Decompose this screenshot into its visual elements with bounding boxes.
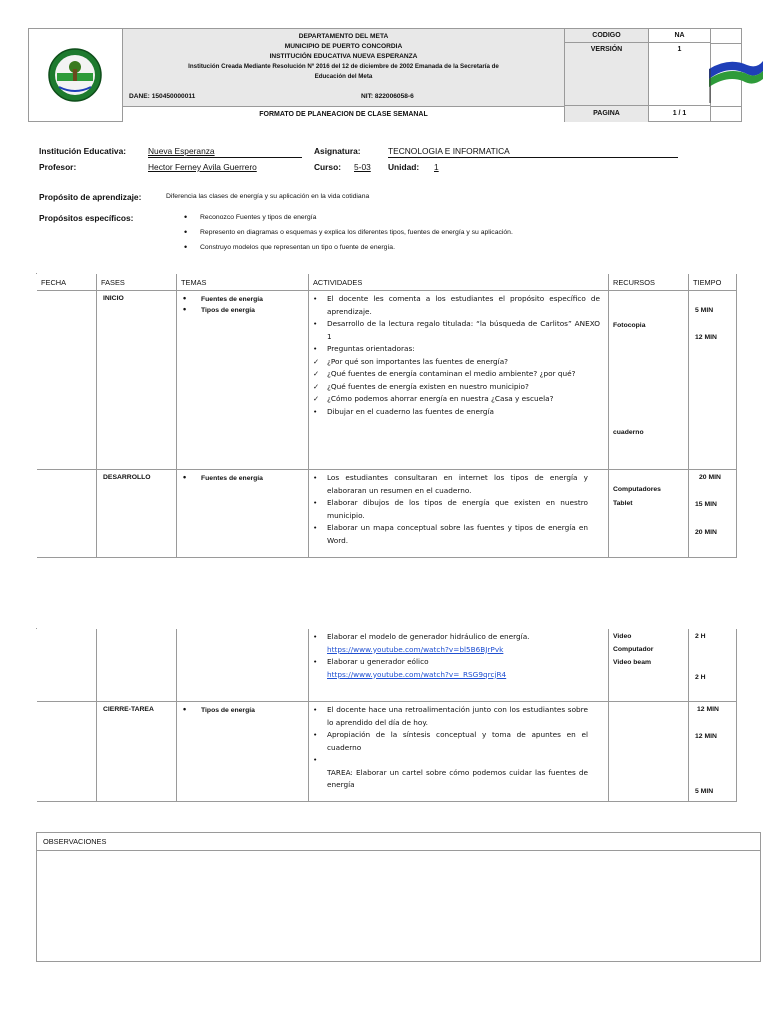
actividad-item: • El docente les comenta a los estudiantes el propósito específico de aprendizaje. bbox=[313, 294, 600, 316]
inicio-fase-cell bbox=[97, 291, 177, 470]
fase-inicio: INICIO bbox=[103, 295, 124, 302]
video-link-1[interactable]: https://www.youtube.com/watch?v=bl5B6BJrPvk bbox=[327, 644, 504, 654]
recurso-item: Computadores bbox=[613, 486, 661, 493]
profesor-value: Hector Ferney Avila Guerrero bbox=[148, 162, 257, 172]
tema-item: • Tipos de energía bbox=[177, 305, 308, 316]
recurso-item: Video bbox=[613, 633, 632, 640]
desarrollo-tiempo-cell bbox=[689, 470, 737, 558]
observaciones-label: OBSERVACIONES bbox=[37, 833, 760, 851]
th-actividades: ACTIVIDADES bbox=[309, 274, 609, 291]
cont-tiempo-cell bbox=[689, 629, 737, 702]
recurso-item: Video beam bbox=[613, 659, 652, 666]
proposito-value: Diferencia las clases de energía y su aplicación en la vida cotidiana bbox=[166, 193, 370, 200]
desarrollo-actividades-cell bbox=[309, 470, 609, 558]
tiempo-item: 20 MIN bbox=[695, 529, 717, 536]
actividad-item: • Desarrollo de la lectura regalo titulada: “la búsqueda de Carlitos” ANEXO 1 bbox=[313, 319, 600, 341]
format-title-cell bbox=[123, 106, 565, 122]
tiempo-item: 12 MIN bbox=[695, 733, 717, 740]
video-link-2[interactable]: https://www.youtube.com/watch?v=_RSG9qrcjR4 bbox=[327, 669, 507, 679]
curso-label: Curso: bbox=[314, 162, 341, 172]
especifico-2: • Represento en diagramas o esquemas y explica los diferentes tipos, fuentes de energía y su aplicación. bbox=[200, 229, 513, 236]
codigo-label: CODIGO bbox=[565, 29, 649, 43]
desarrollo-fecha-cell bbox=[37, 470, 97, 558]
especificos-label: Propósitos específicos: bbox=[39, 213, 134, 223]
cont-fecha-cell bbox=[37, 629, 97, 702]
cont-fase-cell bbox=[97, 629, 177, 702]
especifico-1: • Reconozco Fuentes y tipos de energía bbox=[200, 214, 316, 221]
inicio-fecha-cell bbox=[37, 291, 97, 470]
tiempo-item: 12 MIN bbox=[695, 334, 717, 341]
cierre-actividades-cell bbox=[309, 702, 609, 802]
tiempo-item: 12 MIN bbox=[697, 706, 719, 713]
actividad-item: • Elaborar el modelo de generador hidráulico de energía. bbox=[313, 632, 530, 641]
cierre-fecha-cell bbox=[37, 702, 97, 802]
inicio-temas-cell bbox=[177, 291, 309, 470]
actividad-item: ✓ ¿Qué fuentes de energía contaminan el medio ambiente? ¿por qué? bbox=[313, 369, 576, 378]
inicio-recursos-cell bbox=[609, 291, 689, 470]
version-label: VERSIÓN bbox=[565, 43, 649, 106]
curso-value: 5-03 bbox=[354, 162, 371, 172]
unidad-label: Unidad: bbox=[388, 162, 420, 172]
pagina-label: PAGINA bbox=[565, 106, 649, 122]
tema-item: • Tipos de energía bbox=[177, 705, 308, 716]
actividad-item: • Preguntas orientadoras: bbox=[313, 344, 415, 353]
recurso-item: Tablet bbox=[613, 500, 633, 507]
actividad-item: • El docente hace una retroalimentación junto con los estudiantes sobre lo aprendido del día de hoy. bbox=[313, 705, 588, 727]
tiempo-item: 2 H bbox=[695, 674, 706, 681]
actividad-item: • Elaborar dibujos de los tipos de energía que existen en nuestro municipio. bbox=[313, 498, 588, 520]
fase-desarrollo: DESARROLLO bbox=[103, 474, 151, 481]
planning-table bbox=[36, 273, 722, 545]
header-line-4: Institución Creada Mediante Resolución Nº 2016 del 12 de diciembre de 2002 Emanada de la Secretaría de bbox=[188, 63, 499, 70]
especifico-3: • Construyo modelos que representan un tipo o fuente de energía. bbox=[200, 244, 395, 251]
actividad-item: • Elaborar u generador eólico bbox=[313, 657, 429, 666]
cierre-temas-cell bbox=[177, 702, 309, 802]
tiempo-item: 5 MIN bbox=[695, 788, 714, 795]
cont-actividades-cell bbox=[309, 629, 609, 702]
th-fases: FASES bbox=[97, 274, 177, 291]
inicio-actividades-cell bbox=[309, 291, 609, 470]
th-tiempo: TIEMPO bbox=[689, 274, 737, 291]
format-title: FORMATO DE PLANEACION DE CLASE SEMANAL bbox=[259, 111, 428, 118]
school-crest-icon bbox=[29, 29, 123, 122]
tema-item: • Fuentes de energía bbox=[177, 294, 308, 305]
tiempo-item: 5 MIN bbox=[695, 307, 714, 314]
cierre-tiempo-cell bbox=[689, 702, 737, 802]
institucion-value: Nueva Esperanza bbox=[148, 146, 215, 156]
header-nit: NIT: 822006058-6 bbox=[361, 93, 414, 100]
pagina-value: 1 / 1 bbox=[649, 106, 711, 122]
th-fecha: FECHA bbox=[37, 274, 97, 291]
actividad-item: • Los estudiantes consultaran en internet los tipos de energía y elaboraran un resumen en el cuaderno. bbox=[313, 473, 588, 495]
actividad-item: ✓ ¿Qué fuentes de energía existen en nuestro municipio? bbox=[313, 381, 529, 391]
actividad-item: ✓ ¿Por qué son importantes las fuentes de energía? bbox=[313, 356, 509, 366]
observaciones-box bbox=[36, 832, 761, 962]
asignatura-label: Asignatura: bbox=[314, 146, 361, 156]
version-value: 1 bbox=[649, 43, 711, 106]
tema-item: • Fuentes de energía bbox=[177, 473, 308, 484]
desarrollo-temas-cell bbox=[177, 470, 309, 558]
institucion-label: Institución Educativa: bbox=[39, 146, 127, 156]
profesor-label: Profesor: bbox=[39, 162, 77, 172]
desarrollo-recursos-cell bbox=[609, 470, 689, 558]
actividad-item: • Elaborar un mapa conceptual sobre las fuentes y tipos de energía en Word. bbox=[313, 523, 588, 545]
cierre-recursos-cell bbox=[609, 702, 689, 802]
header-institution-block bbox=[123, 29, 565, 106]
header-line-1: DEPARTAMENTO DEL META bbox=[298, 33, 389, 40]
header-dane: DANE: 150450000011 bbox=[129, 93, 196, 100]
cont-recursos-cell bbox=[609, 629, 689, 702]
actividad-item: ✓ ¿Cómo podemos ahorrar energía en nuestra ¿Casa y escuela? bbox=[313, 394, 554, 403]
tiempo-item: 15 MIN bbox=[695, 501, 717, 508]
desarrollo-fase-cell bbox=[97, 470, 177, 558]
municipal-flag-icon bbox=[707, 55, 765, 105]
tiempo-item: 20 MIN bbox=[699, 474, 721, 481]
school-logo bbox=[29, 29, 123, 122]
cierre-fase-cell bbox=[97, 702, 177, 802]
recurso-item: Fotocopia bbox=[613, 322, 646, 329]
unidad-value: 1 bbox=[434, 162, 439, 172]
recurso-item: Computador bbox=[613, 646, 654, 653]
th-temas: TEMAS bbox=[177, 274, 309, 291]
inicio-tiempo-cell bbox=[689, 291, 737, 470]
actividad-item: • Apropiación de la síntesis conceptual y toma de apuntes en el cuaderno bbox=[313, 730, 588, 752]
document-header bbox=[28, 28, 742, 122]
actividad-item: • bbox=[313, 755, 318, 764]
header-line-3: INSTITUCIÓN EDUCATIVA NUEVA ESPERANZA bbox=[269, 53, 418, 60]
codigo-value: NA bbox=[649, 29, 711, 43]
fase-cierre: CIERRE-TAREA bbox=[103, 706, 154, 713]
cont-temas-cell bbox=[177, 629, 309, 702]
asignatura-value: TECNOLOGIA E INFORMATICA bbox=[388, 146, 510, 156]
header-line-2: MUNICIPIO DE PUERTO CONCORDIA bbox=[284, 43, 403, 50]
tarea-item: TAREA: Elaborar un cartel sobre cómo podemos cuidar las fuentes de energía bbox=[327, 767, 588, 789]
planning-table-continued bbox=[36, 628, 719, 795]
tiempo-item: 2 H bbox=[695, 633, 706, 640]
th-recursos: RECURSOS bbox=[609, 274, 689, 291]
header-line-5: Educación del Meta bbox=[314, 73, 373, 80]
actividad-item: • Dibujar en el cuaderno las fuentes de energía bbox=[313, 406, 494, 416]
proposito-label: Propósito de aprendizaje: bbox=[39, 192, 142, 202]
recurso-item: cuaderno bbox=[613, 429, 644, 436]
